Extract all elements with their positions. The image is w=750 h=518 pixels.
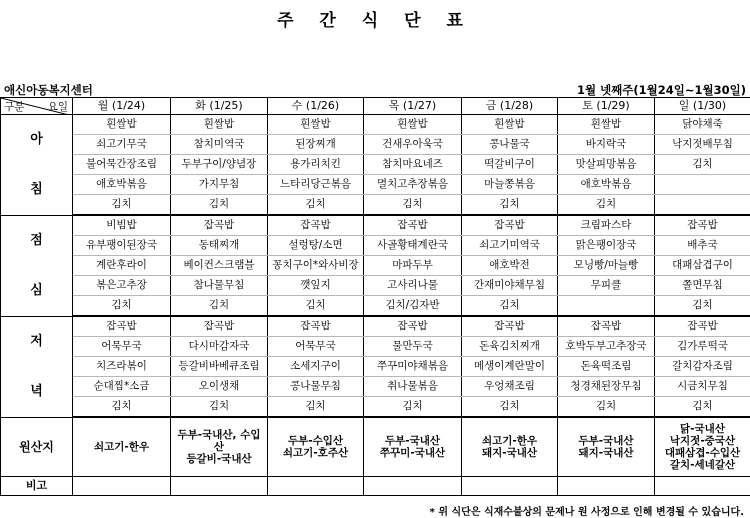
corner-label-category: 구분 xyxy=(4,101,24,113)
center-name: 애신아동복지센터 xyxy=(4,82,93,98)
menu-item-cell xyxy=(462,135,558,155)
menu-item: 김치 xyxy=(171,397,267,416)
origin-line: 두부-국내산 xyxy=(558,435,654,447)
menu-item: 김치 xyxy=(268,296,363,315)
menu-row xyxy=(1,276,750,296)
menu-item-cell xyxy=(462,337,558,357)
note-cell xyxy=(364,477,462,496)
menu-item: 김치 xyxy=(558,397,654,416)
menu-item-cell xyxy=(73,135,171,155)
menu-item-cell xyxy=(171,256,268,276)
meal-label xyxy=(1,316,73,417)
menu-row xyxy=(1,236,750,256)
menu-item: 참나물무침 xyxy=(171,276,267,295)
menu-item-cell xyxy=(462,377,558,397)
menu-item-cell xyxy=(268,357,364,377)
menu-item: 잡곡밥 xyxy=(655,317,750,336)
menu-item-cell xyxy=(655,256,750,276)
menu-item-cell xyxy=(364,256,462,276)
menu-item-cell xyxy=(655,215,750,236)
menu-item: 청경채된장무침 xyxy=(558,377,654,396)
menu-item: 잡곡밥 xyxy=(268,317,363,336)
menu-item-cell xyxy=(171,377,268,397)
menu-item-cell xyxy=(655,155,750,175)
menu-item: 잡곡밥 xyxy=(268,216,363,235)
menu-item-cell xyxy=(558,397,655,418)
menu-item-cell xyxy=(268,115,364,135)
menu-item-cell xyxy=(268,296,364,317)
menu-item-cell xyxy=(268,135,364,155)
menu-item: 시금치무침 xyxy=(655,377,750,396)
menu-item-cell xyxy=(364,337,462,357)
menu-item-cell xyxy=(558,215,655,236)
menu-item-cell xyxy=(558,276,655,296)
origin-row xyxy=(1,417,750,477)
menu-item-cell xyxy=(364,195,462,216)
week-label: 1월 넷째주(1월24일~1월30일) xyxy=(577,82,746,98)
menu-item-cell xyxy=(268,397,364,418)
menu-row xyxy=(1,175,750,195)
menu-item: 잡곡밥 xyxy=(462,216,557,235)
menu-item-cell xyxy=(462,357,558,377)
menu-item-cell xyxy=(73,296,171,317)
menu-row xyxy=(1,397,750,418)
menu-row xyxy=(1,256,750,276)
menu-item-cell xyxy=(462,215,558,236)
menu-item-cell xyxy=(73,195,171,216)
origin-line: 닭-국내산 xyxy=(655,423,750,435)
header-row xyxy=(1,98,750,115)
menu-item-cell xyxy=(171,236,268,256)
menu-item-cell xyxy=(655,316,750,337)
menu-item: 흰쌀밥 xyxy=(462,115,557,134)
origin-label: 원산지 xyxy=(1,417,73,477)
meal-label-bottom: 심 xyxy=(1,285,72,297)
origin-line: 쭈꾸미-국내산 xyxy=(364,447,461,459)
menu-item: 잡곡밥 xyxy=(171,317,267,336)
menu-item: 마파두부 xyxy=(364,256,461,275)
menu-item: 쇠고기무국 xyxy=(73,135,170,154)
menu-item: 김치 xyxy=(73,195,170,214)
day-header: 목 (1/27) xyxy=(364,98,462,115)
menu-item: 우엉채조림 xyxy=(462,377,557,396)
menu-item: 김치 xyxy=(558,195,654,214)
day-header: 월 (1/24) xyxy=(73,98,171,115)
note-cell xyxy=(268,477,364,496)
menu-item: 돈육떡조림 xyxy=(558,357,654,376)
weekly-menu-table xyxy=(0,97,750,496)
menu-row xyxy=(1,195,750,216)
menu-item: 애호박볶음 xyxy=(73,175,170,194)
menu-item: 낙지젓배무침 xyxy=(655,135,750,154)
menu-item: 볶은고추장 xyxy=(73,276,170,295)
menu-row xyxy=(1,316,750,337)
menu-item-cell xyxy=(462,175,558,195)
menu-item: 김가루떡국 xyxy=(655,337,750,356)
meal-label xyxy=(1,215,73,316)
menu-item xyxy=(655,175,750,194)
page-title: 주 간 식 단 표 xyxy=(0,6,750,31)
menu-item-cell xyxy=(268,377,364,397)
menu-item-cell xyxy=(171,155,268,175)
menu-item: 동태찌개 xyxy=(171,236,267,255)
menu-item: 고사리나물 xyxy=(364,276,461,295)
menu-item: 베이컨스크램블 xyxy=(171,256,267,275)
menu-item-cell xyxy=(73,397,171,418)
menu-item-cell xyxy=(268,236,364,256)
menu-item-cell xyxy=(462,397,558,418)
origin-line: 갈치-세네갈산 xyxy=(655,459,750,471)
meal-label-bottom: 녁 xyxy=(1,386,72,398)
menu-item-cell xyxy=(73,115,171,135)
menu-item: 김치 xyxy=(268,397,363,416)
origin-line: 등갈비-국내산 xyxy=(171,453,267,465)
menu-item-cell xyxy=(364,296,462,317)
menu-item: 어묵무국 xyxy=(268,337,363,356)
menu-item: 비빔밥 xyxy=(73,216,170,235)
menu-row xyxy=(1,115,750,135)
menu-item: 된장찌개 xyxy=(268,135,363,154)
menu-item-cell xyxy=(73,276,171,296)
menu-item: 김치 xyxy=(462,296,557,315)
menu-item-cell xyxy=(364,115,462,135)
menu-item: 잡곡밥 xyxy=(364,216,461,235)
menu-item-cell xyxy=(171,195,268,216)
day-header: 토 (1/29) xyxy=(558,98,655,115)
menu-item-cell xyxy=(364,236,462,256)
origin-line: 산 xyxy=(171,441,267,453)
menu-item: 김치 xyxy=(171,195,267,214)
menu-item-cell xyxy=(655,296,750,317)
origin-cell xyxy=(558,417,655,477)
menu-row xyxy=(1,135,750,155)
menu-item: 흰쌀밥 xyxy=(73,115,170,134)
menu-item: 김치 xyxy=(462,195,557,214)
menu-item-cell xyxy=(364,316,462,337)
menu-item: 김치 xyxy=(655,397,750,416)
note-cell xyxy=(655,477,750,496)
menu-item-cell xyxy=(558,236,655,256)
menu-item-cell xyxy=(655,276,750,296)
menu-item: 맛살피망볶음 xyxy=(558,155,654,174)
menu-item: 잡곡밥 xyxy=(655,216,750,235)
menu-item-cell xyxy=(73,175,171,195)
menu-item-cell xyxy=(462,236,558,256)
origin-line: 두부-국내산 xyxy=(364,435,461,447)
menu-item-cell xyxy=(558,296,655,317)
origin-cell xyxy=(73,417,171,477)
origin-cell xyxy=(655,417,750,477)
note-cell xyxy=(462,477,558,496)
menu-item-cell xyxy=(462,256,558,276)
menu-row xyxy=(1,357,750,377)
menu-item: 김치 xyxy=(655,296,750,315)
menu-item-cell xyxy=(558,316,655,337)
menu-item: 간재미야채무침 xyxy=(462,276,557,295)
menu-item: 사골황태계란국 xyxy=(364,236,461,255)
menu-item: 쇠고기미역국 xyxy=(462,236,557,255)
day-header: 금 (1/28) xyxy=(462,98,558,115)
menu-item: 바지락국 xyxy=(558,135,654,154)
menu-item: 꽁치구이*와사비장 xyxy=(268,256,363,275)
menu-item-cell xyxy=(558,195,655,216)
origin-line: 쇠고기-한우 xyxy=(462,435,557,447)
menu-item: 김치 xyxy=(364,195,461,214)
menu-item: 두부구이/양념장 xyxy=(171,155,267,174)
menu-item: 김치 xyxy=(655,155,750,174)
menu-item-cell xyxy=(655,135,750,155)
menu-item: 깻잎지 xyxy=(268,276,363,295)
menu-item-cell xyxy=(655,357,750,377)
menu-item: 호박두부고추장국 xyxy=(558,337,654,356)
menu-item-cell xyxy=(268,256,364,276)
menu-item: 애호박볶음 xyxy=(558,175,654,194)
menu-item: 김치 xyxy=(73,397,170,416)
menu-item-cell xyxy=(268,337,364,357)
footnote: * 위 식단은 식재수불상의 문제나 원 사정으로 인해 변경될 수 있습니다. xyxy=(430,503,744,518)
menu-item: 오이생채 xyxy=(171,377,267,396)
menu-item-cell xyxy=(171,357,268,377)
menu-item-cell xyxy=(364,215,462,236)
origin-line: 대패삼겹-수입산 xyxy=(655,447,750,459)
note-label: 비고 xyxy=(1,477,73,496)
menu-item: 흰쌀밥 xyxy=(171,115,267,134)
menu-item-cell xyxy=(171,175,268,195)
origin-cell xyxy=(268,417,364,477)
menu-item: 마늘쫑볶음 xyxy=(462,175,557,194)
menu-row xyxy=(1,296,750,317)
menu-item-cell xyxy=(364,377,462,397)
menu-row xyxy=(1,215,750,236)
menu-item: 설렁탕/소면 xyxy=(268,236,363,255)
menu-item: 김치 xyxy=(268,195,363,214)
menu-item-cell xyxy=(558,175,655,195)
corner-cell xyxy=(1,98,73,115)
origin-cell xyxy=(171,417,268,477)
menu-item: 김치 xyxy=(364,397,461,416)
menu-item-cell xyxy=(655,377,750,397)
menu-item: 떡갈비구이 xyxy=(462,155,557,174)
menu-item-cell xyxy=(73,256,171,276)
menu-item: 흰쌀밥 xyxy=(364,115,461,134)
menu-item-cell xyxy=(364,276,462,296)
note-cell xyxy=(558,477,655,496)
menu-item-cell xyxy=(364,155,462,175)
menu-item-cell xyxy=(171,135,268,155)
menu-item: 잡곡밥 xyxy=(364,317,461,336)
menu-item-cell xyxy=(364,397,462,418)
menu-item: 건새우아욱국 xyxy=(364,135,461,154)
corner-label-day: 요일 xyxy=(48,101,68,113)
menu-item: 쭈꾸미야채볶음 xyxy=(364,357,461,376)
menu-item: 잡곡밥 xyxy=(558,317,654,336)
menu-item: 흰쌀밥 xyxy=(558,115,654,134)
menu-item-cell xyxy=(268,276,364,296)
menu-item-cell xyxy=(655,397,750,418)
menu-item-cell xyxy=(558,337,655,357)
menu-item: 잡곡밥 xyxy=(462,317,557,336)
menu-item-cell xyxy=(655,115,750,135)
origin-cell xyxy=(462,417,558,477)
menu-item: 소세지구이 xyxy=(268,357,363,376)
menu-item-cell xyxy=(171,296,268,317)
menu-item: 계란후라이 xyxy=(73,256,170,275)
menu-item-cell xyxy=(655,236,750,256)
menu-item: 김치 xyxy=(73,296,170,315)
menu-item: 참치마요네즈 xyxy=(364,155,461,174)
menu-item-cell xyxy=(268,175,364,195)
menu-item-cell xyxy=(268,215,364,236)
note-row xyxy=(1,477,750,496)
menu-item: 콩나물국 xyxy=(462,135,557,154)
menu-item-cell xyxy=(73,236,171,256)
menu-item-cell xyxy=(558,256,655,276)
origin-line: 쇠고기-호주산 xyxy=(268,447,363,459)
menu-item: 용가리치킨 xyxy=(268,155,363,174)
menu-item: 맑은팽이장국 xyxy=(558,236,654,255)
origin-line: 낙지젓-중국산 xyxy=(655,435,750,447)
meal-label-top: 아 xyxy=(1,134,72,146)
menu-item: 등갈비바베큐조림 xyxy=(171,357,267,376)
menu-item-cell xyxy=(558,115,655,135)
menu-item: 잡곡밥 xyxy=(171,216,267,235)
menu-item: 배추국 xyxy=(655,236,750,255)
menu-item: 무피클 xyxy=(558,276,654,295)
menu-item: 애호박전 xyxy=(462,256,557,275)
menu-item-cell xyxy=(462,155,558,175)
menu-item-cell xyxy=(171,115,268,135)
origin-cell xyxy=(364,417,462,477)
menu-item: 흰쌀밥 xyxy=(268,115,363,134)
menu-item: 돈육김치찌개 xyxy=(462,337,557,356)
menu-item-cell xyxy=(655,195,750,216)
menu-item-cell xyxy=(462,276,558,296)
menu-item-cell xyxy=(73,155,171,175)
menu-item-cell xyxy=(558,357,655,377)
meal-label-top: 저 xyxy=(1,336,72,348)
menu-item: 가지무침 xyxy=(171,175,267,194)
menu-item: 갈치감자조림 xyxy=(655,357,750,376)
menu-item: 김치/김자반 xyxy=(364,296,461,315)
origin-line: 쇠고기-한우 xyxy=(73,441,170,453)
menu-item: 대패삼겹구이 xyxy=(655,256,750,275)
day-header: 일 (1/30) xyxy=(655,98,750,115)
menu-item-cell xyxy=(73,357,171,377)
day-header: 화 (1/25) xyxy=(171,98,268,115)
menu-item: 불어묵간장조림 xyxy=(73,155,170,174)
menu-item-cell xyxy=(558,155,655,175)
menu-item-cell xyxy=(655,175,750,195)
menu-item-cell xyxy=(462,115,558,135)
menu-item-cell xyxy=(73,316,171,337)
menu-item: 순대찜*소금 xyxy=(73,377,170,396)
meal-label-bottom: 침 xyxy=(1,184,72,196)
menu-item: 닭야채죽 xyxy=(655,115,750,134)
menu-item: 잡곡밥 xyxy=(73,317,170,336)
menu-item: 멸치고추장볶음 xyxy=(364,175,461,194)
menu-item: 치즈라볶이 xyxy=(73,357,170,376)
menu-item-cell xyxy=(73,215,171,236)
menu-item-cell xyxy=(462,316,558,337)
menu-row xyxy=(1,155,750,175)
menu-item: 쫄면무침 xyxy=(655,276,750,295)
menu-item: 콩나물무침 xyxy=(268,377,363,396)
meal-label-top: 점 xyxy=(1,235,72,247)
origin-line: 두부-국내산, 수입 xyxy=(171,429,267,441)
day-header: 수 (1/26) xyxy=(268,98,364,115)
menu-item-cell xyxy=(364,135,462,155)
origin-line: 돼지-국내산 xyxy=(558,447,654,459)
menu-item-cell xyxy=(171,397,268,418)
menu-item-cell xyxy=(171,276,268,296)
menu-item-cell xyxy=(73,337,171,357)
menu-item-cell xyxy=(171,215,268,236)
menu-item-cell xyxy=(655,337,750,357)
menu-item: 김치 xyxy=(171,296,267,315)
menu-item-cell xyxy=(558,135,655,155)
menu-item-cell xyxy=(364,357,462,377)
menu-item: 메생이계란말이 xyxy=(462,357,557,376)
origin-line: 두부-수입산 xyxy=(268,435,363,447)
menu-item-cell xyxy=(462,296,558,317)
menu-item: 김치 xyxy=(462,397,557,416)
menu-item-cell xyxy=(268,195,364,216)
menu-item: 크림파스타 xyxy=(558,216,654,235)
note-cell xyxy=(171,477,268,496)
menu-item: 취나물볶음 xyxy=(364,377,461,396)
menu-item-cell xyxy=(171,337,268,357)
menu-item-cell xyxy=(364,175,462,195)
menu-item-cell xyxy=(462,195,558,216)
menu-item-cell xyxy=(73,377,171,397)
menu-item: 유부팽이된장국 xyxy=(73,236,170,255)
menu-item: 모닝빵/마늘빵 xyxy=(558,256,654,275)
menu-item-cell xyxy=(268,316,364,337)
meal-label xyxy=(1,115,73,216)
note-cell xyxy=(73,477,171,496)
menu-item xyxy=(558,296,654,315)
menu-item: 물만두국 xyxy=(364,337,461,356)
origin-line: 돼지-국내산 xyxy=(462,447,557,459)
menu-item xyxy=(655,195,750,214)
menu-item: 느타리당근볶음 xyxy=(268,175,363,194)
menu-item-cell xyxy=(171,316,268,337)
menu-row xyxy=(1,377,750,397)
menu-row xyxy=(1,337,750,357)
menu-item: 다시마감자국 xyxy=(171,337,267,356)
menu-item-cell xyxy=(558,377,655,397)
menu-item-cell xyxy=(268,155,364,175)
menu-item: 참치미역국 xyxy=(171,135,267,154)
menu-item: 어묵무국 xyxy=(73,337,170,356)
